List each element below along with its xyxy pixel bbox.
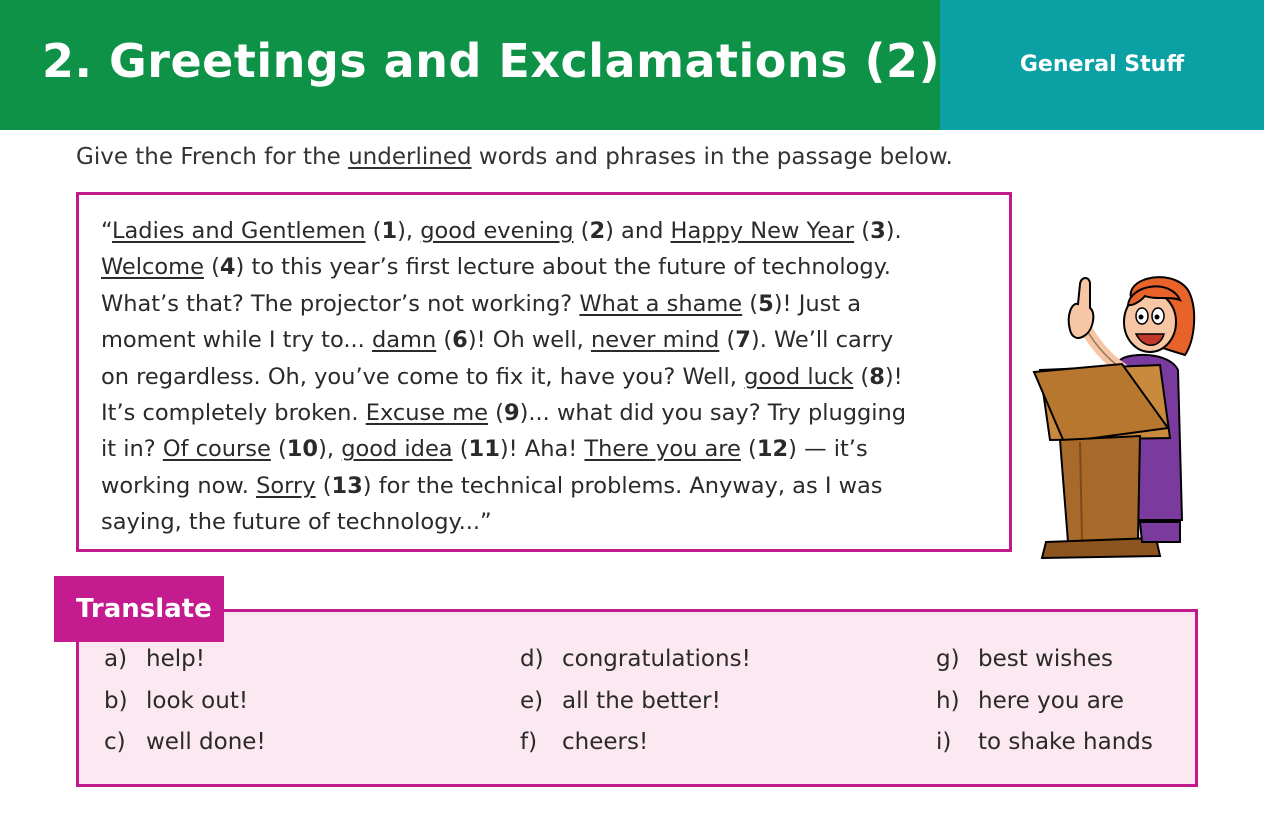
translate-item xyxy=(104,688,266,730)
underlined-phrase: good idea xyxy=(341,436,453,463)
item-letter: h) xyxy=(936,687,960,714)
translate-item xyxy=(104,646,266,688)
section-label: General Stuff xyxy=(1019,52,1185,77)
phrase-number: 11 xyxy=(468,436,500,463)
passage-text-segment: )... what did you say? Try plugging xyxy=(519,400,907,427)
underlined-phrase: There you are xyxy=(584,436,741,463)
translate-item xyxy=(936,729,1153,771)
translate-column-3 xyxy=(936,646,1153,771)
item-text: here you are xyxy=(978,687,1124,714)
underlined-phrase: damn xyxy=(371,327,437,354)
passage-text-segment: saying, the future of technology...” xyxy=(101,509,492,536)
translate-tab xyxy=(54,576,224,642)
underlined-phrase: never mind xyxy=(590,327,720,354)
passage-line xyxy=(101,395,1001,431)
item-text: help! xyxy=(146,646,205,672)
item-letter: e) xyxy=(520,687,544,714)
translate-item xyxy=(520,729,751,771)
passage-text-segment: ). We’ll carry xyxy=(750,327,894,354)
underlined-phrase: good evening xyxy=(420,218,574,244)
passage-text-segment: ( xyxy=(853,363,870,390)
passage-text-segment: )! Aha! xyxy=(499,436,585,463)
item-letter: c) xyxy=(104,729,126,755)
passage-line xyxy=(101,468,1001,504)
underlined-phrase: What a shame xyxy=(579,290,743,317)
passage-text-segment: ) and xyxy=(605,218,671,244)
underlined-phrase: Of course xyxy=(162,436,271,463)
passage-text-segment: ( xyxy=(315,472,332,499)
passage-text-segment: on regardless. Oh, you’ve come to fix it, have you? Well, xyxy=(101,363,745,390)
item-letter: d) xyxy=(520,646,544,672)
title-bar xyxy=(0,0,940,130)
instructions xyxy=(76,144,953,170)
passage-line xyxy=(101,213,1001,249)
page-title: 2. Greetings and Exclamations (2) xyxy=(42,34,941,88)
item-text: cheers! xyxy=(562,729,649,755)
passage-text-segment: )! Just a xyxy=(773,290,862,317)
passage-text-segment: ( xyxy=(452,436,469,463)
phrase-number: 6 xyxy=(452,327,468,354)
passage-text-segment: ( xyxy=(203,254,220,281)
passage-line xyxy=(101,359,1001,395)
underlined-phrase: Welcome xyxy=(101,254,204,281)
passage-line xyxy=(101,249,1001,285)
passage-text-segment: It’s completely broken. xyxy=(101,400,366,427)
phrase-number: 13 xyxy=(331,472,363,499)
item-text: to shake hands xyxy=(978,729,1153,755)
passage-text xyxy=(101,213,1001,541)
section-tab xyxy=(940,0,1264,130)
passage-text-segment: ), xyxy=(318,436,342,463)
underlined-phrase: Happy New Year xyxy=(670,218,855,244)
phrase-number: 8 xyxy=(869,363,885,390)
underlined-phrase: Ladies and Gentlemen xyxy=(111,218,366,244)
passage-text-segment: it in? xyxy=(101,436,163,463)
passage-text-segment: working now. xyxy=(101,472,257,499)
instructions-before: Give the French for the xyxy=(76,144,349,170)
underlined-phrase: good luck xyxy=(744,363,854,390)
translate-title: Translate xyxy=(76,594,212,624)
item-text: congratulations! xyxy=(562,646,751,672)
passage-line xyxy=(101,504,1001,540)
passage-text-segment: What’s that? The projector’s not working? xyxy=(101,290,580,317)
item-text: best wishes xyxy=(978,646,1113,672)
passage-text-segment: ( xyxy=(719,327,736,354)
translate-item xyxy=(104,729,266,771)
phrase-number: 1 xyxy=(381,218,398,244)
item-letter: g) xyxy=(936,646,960,672)
phrase-number: 7 xyxy=(735,327,751,354)
phrase-number: 10 xyxy=(286,436,319,463)
passage-text-segment: ( xyxy=(740,436,757,463)
translate-item xyxy=(936,646,1153,688)
passage-text-segment: ( xyxy=(573,218,590,244)
phrase-number: 3 xyxy=(870,218,886,244)
underlined-phrase: Excuse me xyxy=(365,400,488,427)
passage-text-segment: ( xyxy=(854,218,871,244)
item-letter: a) xyxy=(104,646,128,672)
passage-text-segment: ( xyxy=(742,290,759,317)
passage-line xyxy=(101,286,1001,322)
translate-item xyxy=(520,688,751,730)
passage-text-segment: ( xyxy=(436,327,453,354)
passage-text-segment: ), xyxy=(397,218,421,244)
instructions-underlined: underlined xyxy=(348,144,472,170)
item-letter: f) xyxy=(520,729,538,755)
item-letter: i) xyxy=(936,729,952,755)
lecturer-at-podium-illustration xyxy=(1020,260,1200,560)
passage-box xyxy=(76,192,1012,552)
passage-text-segment: ) for the technical problems. Anyway, as I was xyxy=(362,472,883,499)
translate-column-2 xyxy=(520,646,751,771)
translate-item xyxy=(936,688,1153,730)
item-text: well done! xyxy=(146,729,266,755)
passage-text-segment: ) to this year’s first lecture about the future of technology. xyxy=(235,254,891,281)
instructions-after: words and phrases in the passage below. xyxy=(471,144,953,170)
passage-text-segment: )! Oh well, xyxy=(467,327,591,354)
passage-text-segment: “ xyxy=(101,218,112,244)
passage-line xyxy=(101,322,1001,358)
underlined-phrase: Sorry xyxy=(256,472,316,499)
passage-text-segment: ). xyxy=(885,218,902,244)
translate-item xyxy=(520,646,751,688)
phrase-number: 9 xyxy=(503,400,520,427)
translate-column-1 xyxy=(104,646,266,771)
passage-text-segment: ( xyxy=(270,436,287,463)
phrase-number: 5 xyxy=(758,290,774,317)
passage-text-segment: moment while I try to... xyxy=(101,327,372,354)
passage-text-segment: ( xyxy=(365,218,382,244)
passage-line xyxy=(101,431,1001,467)
item-text: look out! xyxy=(146,687,249,714)
passage-text-segment: )! xyxy=(884,363,903,390)
passage-text-segment: ) — it’s xyxy=(788,436,868,463)
phrase-number: 4 xyxy=(219,254,236,281)
item-text: all the better! xyxy=(562,687,721,714)
phrase-number: 2 xyxy=(589,218,606,244)
passage-text-segment: ( xyxy=(488,400,504,427)
item-letter: b) xyxy=(104,687,128,714)
phrase-number: 12 xyxy=(756,436,789,463)
